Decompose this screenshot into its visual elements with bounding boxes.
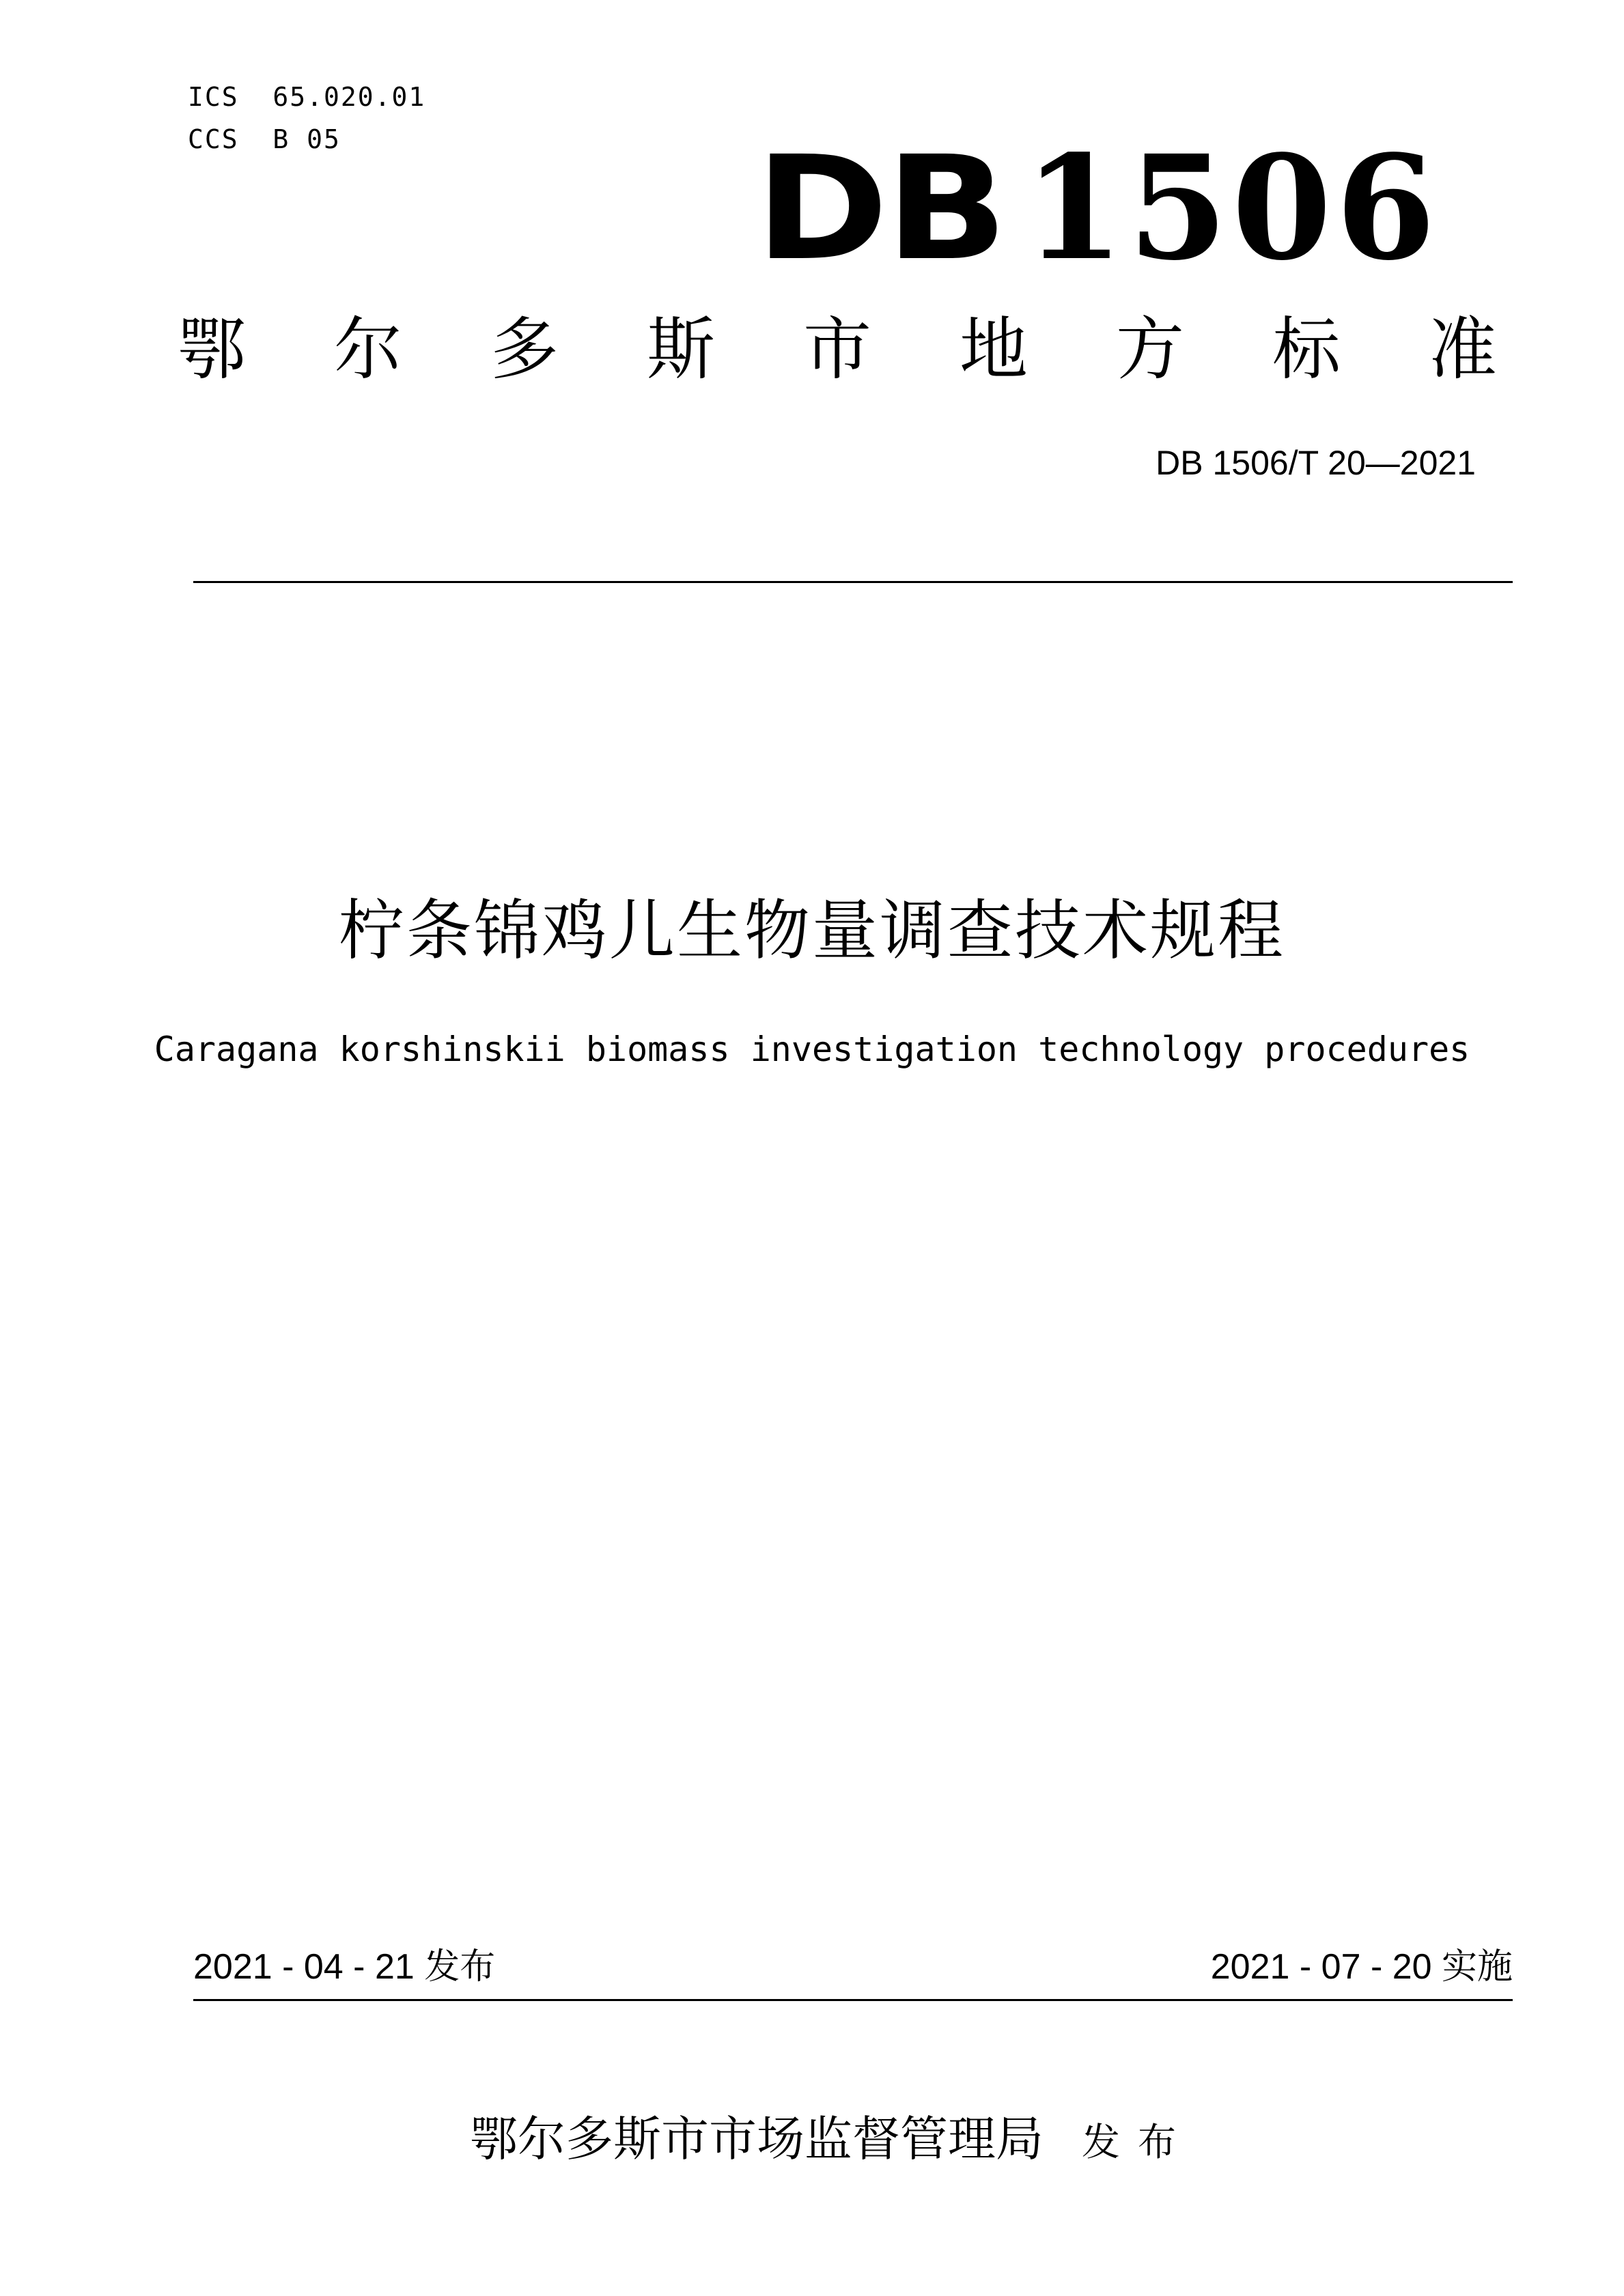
ccs-classification: CCS B 05 <box>188 124 341 154</box>
standard-type-char: 鄂 <box>178 309 246 389</box>
standard-type-char: 多 <box>490 309 559 389</box>
standard-code-letters: DB <box>755 125 1005 292</box>
standard-type-char: 标 <box>1272 309 1341 389</box>
issue-date: 2021 - 04 - 21 发布 <box>193 1947 496 1987</box>
standard-code-logo <box>755 124 1440 292</box>
ics-classification: ICS 65.020.01 <box>188 82 426 112</box>
standard-type-char: 尔 <box>334 309 402 389</box>
document-title-zh: 柠条锦鸡儿生物量调查技术规程 <box>339 892 1285 969</box>
publisher-suffix: 发布 <box>1082 2121 1194 2165</box>
standard-type-char: 地 <box>960 309 1028 389</box>
implementation-date: 2021 - 07 - 20 实施 <box>1210 1947 1513 1987</box>
header-divider <box>193 581 1513 583</box>
standard-type-char: 市 <box>803 309 871 389</box>
publisher-name: 鄂尔多斯市市场监督管理局 <box>470 2111 1044 2167</box>
footer-divider <box>193 1999 1513 2001</box>
standard-type-heading <box>178 309 1497 389</box>
publisher-line <box>470 2111 1194 2167</box>
standard-type-char: 准 <box>1429 309 1497 389</box>
standard-code-number: 1506 <box>1024 124 1440 292</box>
document-title-en: Caragana korshinskii biomass investigation technology procedures <box>154 1030 1470 1069</box>
standard-type-char: 斯 <box>647 309 715 389</box>
standard-number: DB 1506/T 20—2021 <box>1156 444 1476 482</box>
standard-type-char: 方 <box>1116 309 1184 389</box>
